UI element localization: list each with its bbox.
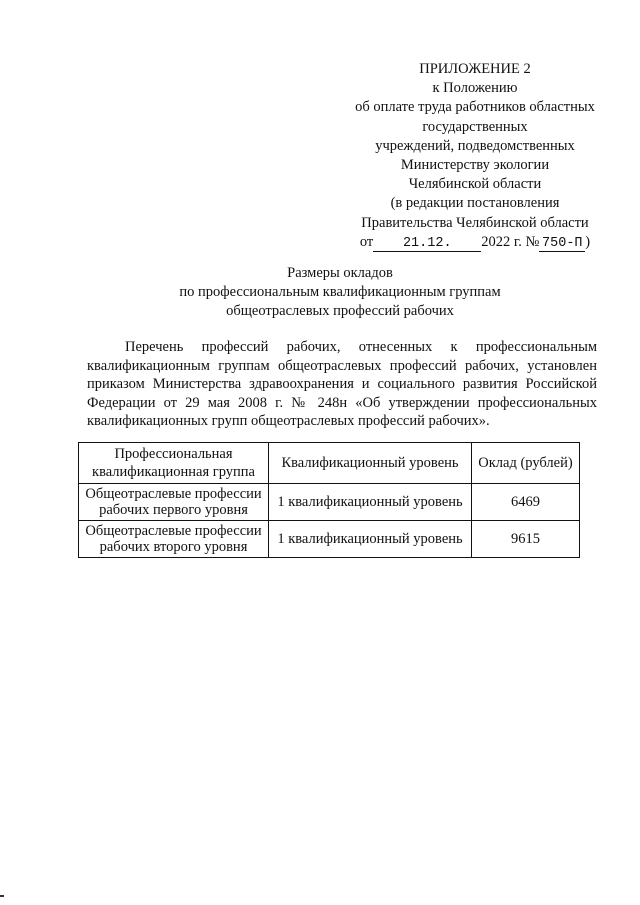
cell-group: Общеотраслевые профессии рабочих первого уровня	[79, 484, 269, 521]
appendix-line: Правительства Челябинской области	[361, 214, 589, 231]
header-salary: Оклад (рублей)	[472, 443, 580, 484]
heading-line: Размеры окладов	[287, 265, 393, 281]
document-heading	[90, 264, 590, 321]
appendix-line: об оплате труда работников областных	[355, 99, 595, 116]
closing-paren: )	[585, 233, 591, 250]
date-suffix: 2022 г. №	[481, 233, 540, 250]
cell-salary: 9615	[472, 521, 580, 558]
appendix-line: Министерству экологии	[400, 157, 550, 174]
number-filled: 750-П	[542, 235, 583, 251]
intro-paragraph: Перечень профессий рабочих, отнесенных к профессиональным квалификационным группам общеотраслевых профессий рабочих, установлен приказом Министерства здравоохранения и социального развития Российской Федерации от 29 мая 2008 г. № 248н «Об утверждении профессиональных квалификационных групп общеотраслевых профессий рабочих».	[87, 339, 597, 429]
appendix-title: ПРИЛОЖЕНИЕ 2	[419, 61, 531, 77]
table-row	[79, 521, 580, 558]
appendix-line: государственных	[422, 118, 528, 135]
date-prefix: от	[359, 233, 374, 250]
table-row	[79, 484, 580, 521]
appendix-line: к Положению	[432, 80, 518, 97]
heading-line: общеотраслевых профессий рабочих	[226, 303, 454, 319]
resolution-date-line	[340, 233, 610, 252]
appendix-line: Челябинской области	[408, 176, 542, 193]
scan-artifact	[0, 895, 4, 897]
cell-salary: 6469	[472, 484, 580, 521]
date-blank	[373, 235, 481, 252]
date-filled: 21.12.	[402, 235, 452, 251]
cell-level: 1 квалификационный уровень	[269, 484, 472, 521]
appendix-block	[340, 60, 610, 252]
appendix-line: учреждений, подведомственных	[375, 137, 575, 154]
cell-level: 1 квалификационный уровень	[269, 521, 472, 558]
table-header-row	[79, 443, 580, 484]
number-blank	[539, 235, 585, 252]
heading-line: по профессиональным квалификационным группам	[179, 284, 501, 300]
appendix-line: (в редакции постановления	[390, 195, 560, 212]
header-level: Квалификационный уровень	[269, 443, 472, 484]
cell-group: Общеотраслевые профессии рабочих второго уровня	[79, 521, 269, 558]
header-group: Профессиональная квалификационная группа	[79, 443, 269, 484]
salary-table	[78, 442, 580, 558]
